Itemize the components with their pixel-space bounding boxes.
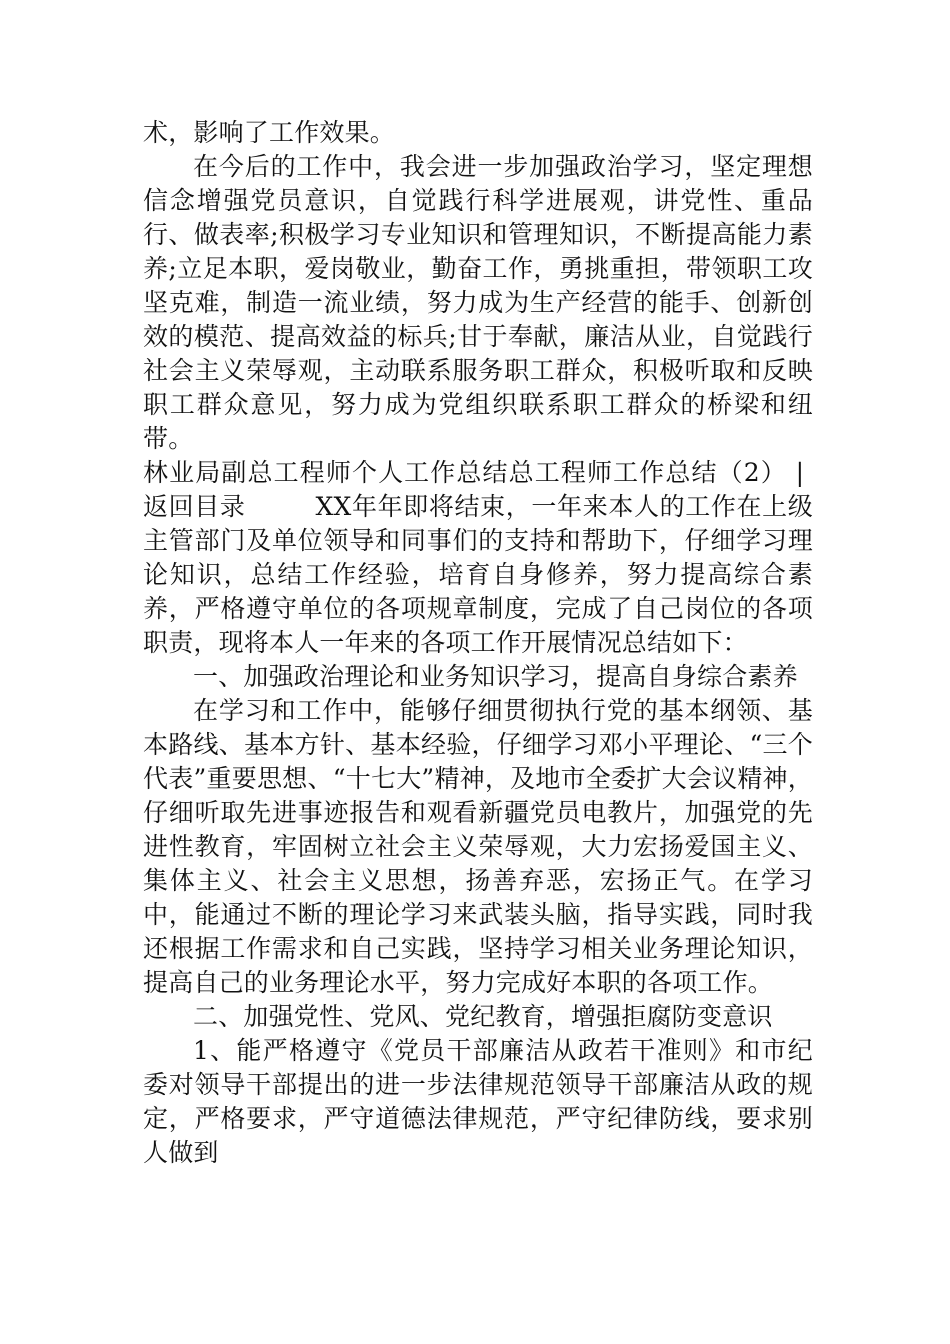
paragraph-continuation: 术，影响了工作效果。 bbox=[143, 118, 396, 147]
section-header bbox=[143, 456, 813, 660]
section-title: 林业局副总工程师个人工作总结总工程师工作总结（2） bbox=[143, 458, 787, 487]
section-intro: XX年年即将结束，一年来本人的工作在上级主管部门及单位领导和同事们的支持和帮助下，仔细学习理论知识，总结工作经验，培育自身修养，努力提高综合素养，严格遵守单位的各项规章制度，完成了自己岗位的各项职责，现将本人一年来的各项工作开展情况总结如下： bbox=[143, 492, 813, 657]
paragraph-integrity: 1、能严格遵守《党员干部廉洁从政若干准则》和市纪委对领导干部提出的进一步法律规范领导干部廉洁从政的规定，严格要求，严守道德法律规范，严守纪律防线，要求别人做到 bbox=[143, 1036, 813, 1167]
back-to-toc-link[interactable]: 返回目录 bbox=[143, 492, 246, 521]
paragraph-study-work: 在学习和工作中，能够仔细贯彻执行党的基本纲领、基本路线、基本方针、基本经验，仔细学习邓小平理论、“三个代表”重要思想、“十七大”精神，及地市全委扩大会议精神，仔细听取先进事迹报告和观看新疆党员电教片，加强党的先进性教育，牢固树立社会主义荣辱观，大力宏扬爱国主义、集体主义、社会主义思想，扬善弃恶，宏扬正气。在学习中，能通过不断的理论学习来武装头脑，指导实践，同时我还根据工作需求和自己实践，坚持学习相关业务理论知识，提高自己的业务理论水平，努力完成好本职的各项工作。 bbox=[143, 696, 813, 997]
heading-party-discipline: 二、加强党性、党风、党纪教育，增强拒腐防变意识 bbox=[193, 1002, 773, 1031]
heading-political-study: 一、加强政治理论和业务知识学习，提高自身综合素养 bbox=[193, 662, 798, 691]
paragraph-future-work: 在今后的工作中，我会进一步加强政治学习，坚定理想信念增强党员意识，自觉践行科学进展观，讲党性、重品行、做表率;积极学习专业知识和管理知识，不断提高能力素养;立足本职，爱岗敬业，勤奋工作，勇挑重担，带领职工攻坚克难，制造一流业绩，努力成为生产经营的能手、创新创效的模范、提高效益的标兵;甘于奉献，廉洁从业，自觉践行社会主义荣辱观，主动联系服务职工群众，积极听取和反映职工群众意见，努力成为党组织联系职工群众的桥梁和纽带。 bbox=[143, 152, 813, 453]
section-separator: | bbox=[795, 458, 805, 487]
document-body bbox=[143, 116, 813, 1170]
